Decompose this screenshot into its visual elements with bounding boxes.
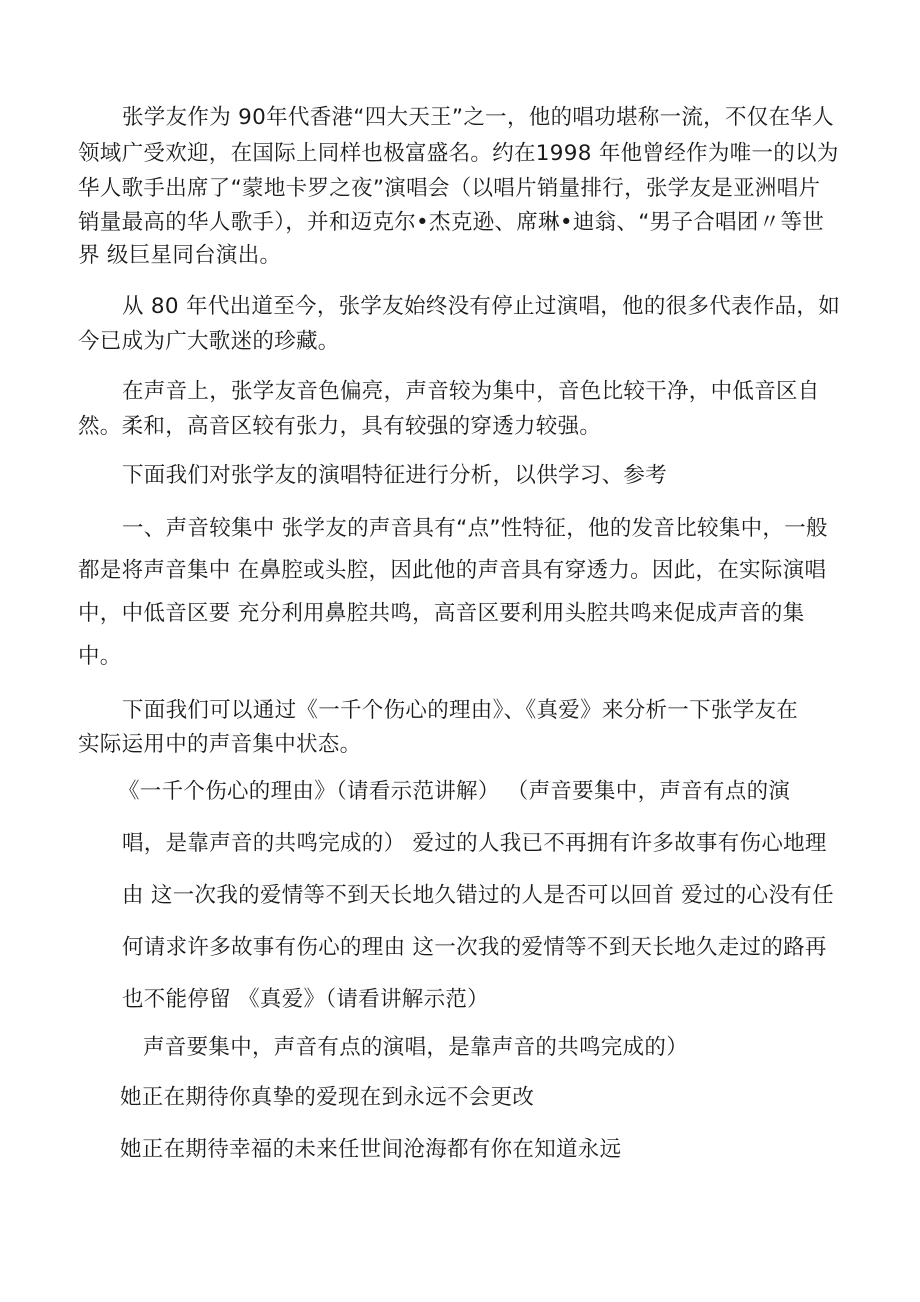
text-line: 她正在期待你真挚的爱现在到永远不会更改 (120, 1085, 535, 1110)
text-line: 由 这一次我的爱情等不到天长地久错过的人是否可以回首 爱过的心没有任 (122, 883, 834, 908)
text-line: 她正在期待幸福的未来任世间沧海都有你在知道永远 (120, 1137, 622, 1162)
text-line: 张学友作为 90年代香港“四大天王”之一，他的唱功堪称一流，不仅在华人 (122, 105, 834, 130)
text-line: 下面我们对张学友的演唱特征进行分析，以供学习、参考 (122, 463, 668, 488)
text-line: 声音要集中，声音有点的演唱，是靠声音的共鸣完成的） (143, 1035, 689, 1060)
text-line: 中，中低音区要 充分利用鼻腔共鸣，高音区要利用头腔共鸣来促成声音的集 (78, 601, 805, 626)
text-line: 也不能停留 《真爱》（请看讲解示范） (122, 987, 489, 1012)
text-line: 领域广受欢迎，在国际上同样也极富盛名。约在1998 年他曾经作为唯一的以为 (78, 141, 839, 166)
text-line: 《一千个伤心的理由》（请看示范讲解） （声音要集中，声音有点的演 (118, 779, 791, 804)
text-line: 何请求许多故事有伤心的理由 这一次我的爱情等不到天长地久走过的路再 (122, 935, 827, 960)
text-line: 一、声音较集中 张学友的声音具有“点”性特征，他的发音比较集中，一般 (122, 516, 828, 541)
text-line: 界 级巨星同台演出。 (78, 243, 282, 268)
text-line: 从 80 年代出道至今，张学友始终没有停止过演唱，他的很多代表作品，如 (122, 294, 841, 319)
text-line: 在声音上，张学友音色偏亮，声音较为集中，音色比较干净，中低音区自 (122, 379, 820, 404)
text-line: 唱，是靠声音的共鸣完成的） 爱过的人我已不再拥有许多故事有伤心地理 (122, 831, 827, 856)
text-line: 中。 (78, 644, 122, 669)
text-line: 下面我们可以通过《一千个伤心的理由》、《真爱》来分析一下张学友在 (122, 698, 799, 723)
text-line: 实际运用中的声音集中状态。 (78, 732, 362, 757)
text-line: 华人歌手出席了“蒙地卡罗之夜”演唱会（以唱片销量排行，张学友是亚洲唱片 (78, 176, 821, 201)
text-line: 今已成为广大歌迷的珍藏。 (78, 329, 340, 354)
text-line: 销量最高的华人歌手），并和迈克尔•杰克逊、席琳•迪翁、“男子合唱团〃等世 (78, 210, 825, 235)
text-line: 然。柔和，高音区较有张力，具有较强的穿透力较强。 (78, 414, 602, 439)
text-line: 都是将声音集中 在鼻腔或头腔，因此他的声音具有穿透力。因此，在实际演唱 (78, 558, 827, 583)
